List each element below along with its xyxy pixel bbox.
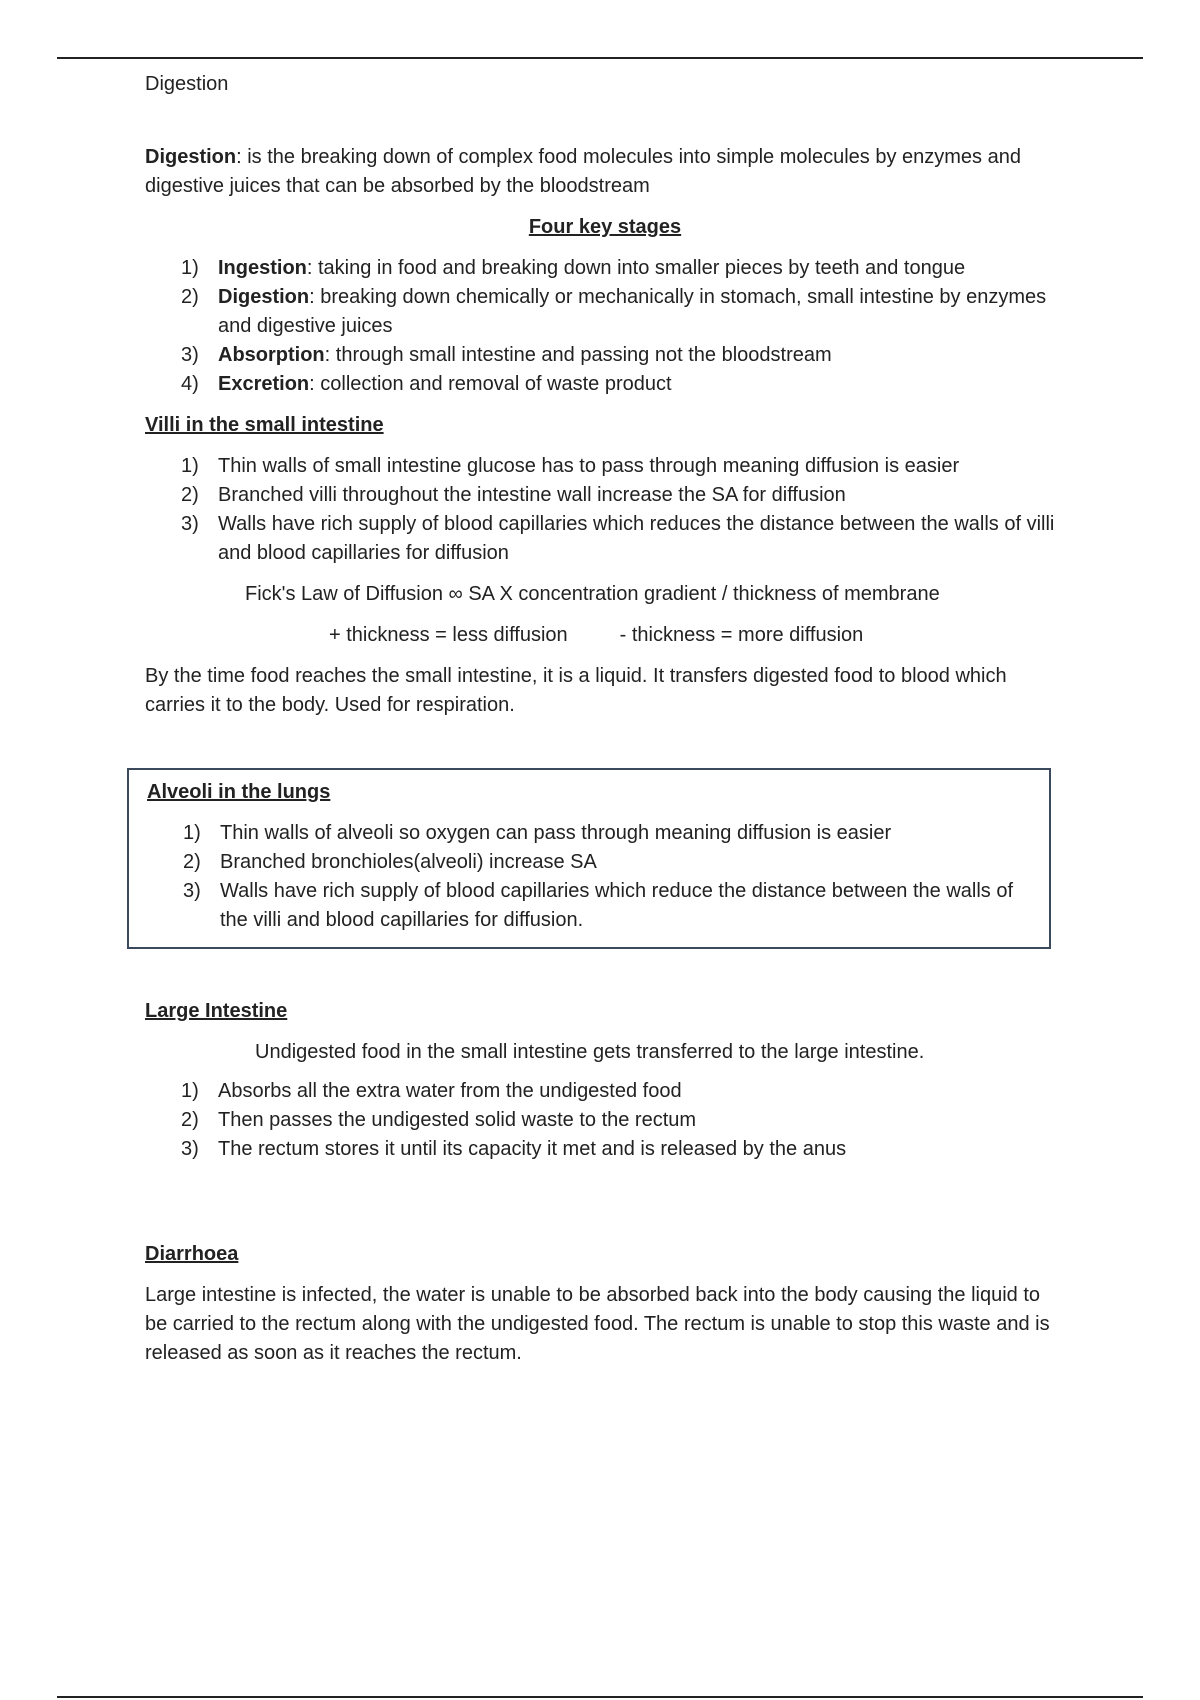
list-number: 3) — [181, 513, 199, 535]
large-intestine-heading-wrap — [145, 997, 1065, 1026]
list-number: 1) — [183, 822, 201, 844]
plus-thickness: + thickness = less diffusion — [329, 624, 568, 646]
list-number: 2) — [181, 484, 199, 506]
list-item — [145, 481, 1065, 510]
stage-text: : collection and removal of waste product — [309, 373, 672, 395]
list-item — [145, 1135, 1065, 1164]
list-number: 2) — [181, 1109, 199, 1131]
stage-text: : taking in food and breaking down into smaller pieces by teeth and tongue — [306, 257, 966, 279]
list-item — [145, 1106, 1065, 1135]
four-stages-heading: Four key stages — [528, 216, 682, 238]
list-number: 1) — [181, 257, 199, 279]
stage-text: : breaking down chemically or mechanically in stomach, small intestine by enzymes and digestive juices — [218, 286, 1047, 337]
list-number: 4) — [181, 373, 199, 395]
villi-heading-wrap — [145, 411, 1065, 440]
stage-text: : through small intestine and passing not the bloodstream — [324, 344, 832, 366]
list-number: 2) — [183, 851, 201, 873]
villi-heading: Villi in the small intestine — [145, 414, 384, 436]
four-stages-heading-wrap — [145, 213, 1065, 242]
stage-term: Absorption — [218, 344, 325, 366]
list-text: Thin walls of alveoli so oxygen can pass through meaning diffusion is easier — [220, 822, 892, 844]
alveoli-heading-wrap — [147, 778, 1031, 807]
document-title: Digestion — [145, 73, 229, 95]
list-text: Absorbs all the extra water from the undigested food — [218, 1080, 682, 1102]
list-item — [145, 1077, 1065, 1106]
diarrhoea-heading: Diarrhoea — [145, 1243, 239, 1265]
list-text: Branched villi throughout the intestine wall increase the SA for diffusion — [218, 484, 846, 506]
ficks-law-formula: Fick's Law of Diffusion ∞ SA X concentration gradient / thickness of membrane — [245, 583, 940, 605]
diarrhoea-heading-wrap — [145, 1240, 1065, 1269]
four-stages-list — [145, 254, 1065, 399]
alveoli-box — [127, 768, 1051, 949]
villi-list — [145, 452, 1065, 568]
minus-thickness: - thickness = more diffusion — [619, 624, 864, 646]
list-number: 1) — [181, 455, 199, 477]
small-intestine-paragraph: By the time food reaches the small intestine, it is a liquid. It transfers digested food to blood which carries it to the body. Used for respiration. — [145, 665, 1007, 716]
alveoli-list — [147, 819, 1031, 935]
large-intestine-intro: Undigested food in the small intestine gets transferred to the large intestine. — [255, 1041, 925, 1063]
section-spacer — [145, 1174, 1065, 1228]
list-item — [145, 341, 1065, 370]
list-item — [147, 819, 1031, 848]
definition-term: Digestion — [145, 146, 237, 168]
list-item — [147, 848, 1031, 877]
header-rule — [57, 57, 1143, 59]
list-text: Walls have rich supply of blood capillaries which reduce the distance between the walls of the villi and blood capillaries for diffusion. — [220, 880, 1014, 931]
list-item — [145, 370, 1065, 399]
list-item — [145, 283, 1065, 341]
alveoli-heading: Alveoli in the lungs — [147, 781, 331, 803]
list-number: 1) — [181, 1080, 199, 1102]
definition-paragraph — [145, 143, 1065, 201]
list-item — [145, 452, 1065, 481]
list-item — [145, 254, 1065, 283]
definition-text: : is the breaking down of complex food molecules into simple molecules by enzymes and digestive juices that can be absorbed by the bloodstream — [145, 146, 1021, 197]
list-text: Thin walls of small intestine glucose has to pass through meaning diffusion is easier — [218, 455, 960, 477]
footer-rule — [57, 1696, 1143, 1698]
list-number: 2) — [181, 286, 199, 308]
large-intestine-list — [145, 1077, 1065, 1164]
list-item — [147, 877, 1031, 935]
stage-term: Excretion — [218, 373, 310, 395]
list-text: Walls have rich supply of blood capillaries which reduces the distance between the walls of villi and blood capillaries for diffusion — [218, 513, 1055, 564]
list-text: The rectum stores it until its capacity it met and is released by the anus — [218, 1138, 847, 1160]
stage-term: Digestion — [218, 286, 310, 308]
list-number: 3) — [183, 880, 201, 902]
thickness-line — [145, 621, 1065, 650]
list-number: 3) — [181, 1138, 199, 1160]
list-text: Then passes the undigested solid waste to the rectum — [218, 1109, 697, 1131]
list-item — [145, 510, 1065, 568]
document-page — [145, 70, 1065, 1376]
stage-term: Ingestion — [218, 257, 307, 279]
diarrhoea-paragraph: Large intestine is infected, the water is unable to be absorbed back into the body causing the liquid to be carried to the rectum along with the undigested food. The rectum is unable to stop this waste and is released as soon as it reaches the rectum. — [145, 1284, 1050, 1364]
large-intestine-heading: Large Intestine — [145, 1000, 288, 1022]
list-number: 3) — [181, 344, 199, 366]
list-text: Branched bronchioles(alveoli) increase SA — [220, 851, 597, 873]
